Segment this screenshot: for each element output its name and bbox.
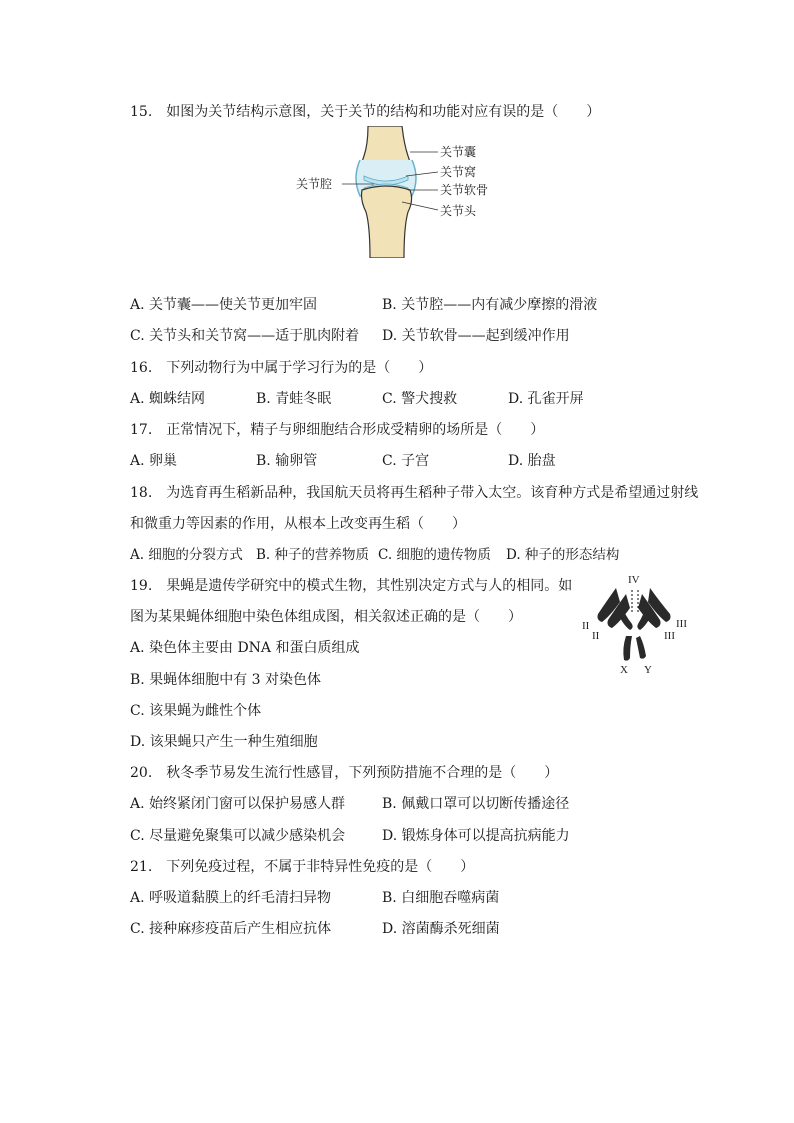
label-chromosome-iv: IV (628, 574, 640, 586)
q15-stem: 15. 如图为关节结构示意图，关于关节的结构和功能对应有误的是（ ） (130, 104, 601, 120)
q18-option-d: D. 种子的形态结构 (506, 547, 620, 563)
q19-option-a: A. 染色体主要由 DNA 和蛋白质组成 (130, 640, 360, 656)
label-chromosome-ii-2: II (592, 630, 600, 642)
q20-option-d: D. 锻炼身体可以提高抗病能力 (382, 828, 570, 844)
q21-stem: 21. 下列免疫过程，不属于非特异性免疫的是（ ） (130, 859, 475, 875)
q15-option-a: A. 关节囊——使关节更加牢固 (130, 297, 318, 313)
q19-stem-line2: 图为某果蝇体细胞中染色体组成图，相关叙述正确的是（ ） (130, 609, 522, 625)
q17-number: 17. (130, 422, 153, 438)
q20-stem: 20. 秋冬季节易发生流行性感冒，下列预防措施不合理的是（ ） (130, 765, 559, 781)
q18-stem-line2: 和微重力等因素的作用，从根本上改变再生稻（ ） (130, 516, 466, 532)
q17-stem: 17. 正常情况下，精子与卵细胞结合形成受精卵的场所是（ ） (130, 422, 545, 438)
label-chromosome-x: X (620, 664, 628, 676)
q21-option-b: B. 白细胞吞噬病菌 (382, 890, 500, 906)
lower-bone (362, 186, 412, 258)
q16-option-c: C. 警犬搜救 (382, 391, 458, 407)
q18-number: 18. (130, 485, 153, 501)
label-chromosome-ii-1: II (582, 620, 590, 632)
q19-option-d: D. 该果蝇只产生一种生殖细胞 (130, 734, 318, 750)
q19-number: 19. (130, 578, 153, 594)
chromosome-x (623, 636, 632, 661)
q17-option-a: A. 卵巢 (130, 453, 178, 469)
label-chromosome-y: Y (644, 664, 652, 676)
label-chromosome-iii-2: III (664, 630, 675, 642)
q20-option-b: B. 佩戴口罩可以切断传播途径 (382, 796, 570, 812)
q21-option-c: C. 接种麻疹疫苗后产生相应抗体 (130, 921, 332, 937)
chromosome-y (636, 636, 646, 659)
q16-option-a: A. 蜘蛛结网 (130, 391, 206, 407)
label-joint-capsule: 关节囊 (440, 145, 477, 159)
q16-stem: 16. 下列动物行为中属于学习行为的是（ ） (130, 360, 433, 376)
label-joint-cartilage: 关节软骨 (440, 183, 489, 197)
q20-option-c: C. 尽量避免聚集可以减少感染机会 (130, 828, 346, 844)
q15-number: 15. (130, 104, 153, 120)
q21-option-a: A. 呼吸道黏膜上的纤毛清扫异物 (130, 890, 332, 906)
q21-number: 21. (130, 859, 153, 875)
q18-option-b: B. 种子的营养物质 (256, 547, 370, 563)
q17-option-b: B. 输卵管 (256, 453, 318, 469)
q15-option-b: B. 关节腔——内有减少摩擦的滑液 (382, 297, 598, 313)
q15-option-d: D. 关节软骨——起到缓冲作用 (382, 328, 570, 344)
q16-number: 16. (130, 360, 153, 376)
q18-option-c: C. 细胞的遗传物质 (378, 547, 491, 563)
q19-option-c: C. 该果蝇为雌性个体 (130, 703, 262, 719)
q19-stem-line1: 19. 果蝇是遗传学研究中的模式生物，其性别决定方式与人的相同。如 (130, 578, 573, 594)
q15-option-c: C. 关节头和关节窝——适于肌肉附着 (130, 328, 360, 344)
q16-option-b: B. 青蛙冬眠 (256, 391, 332, 407)
q19-option-b: B. 果蝇体细胞中有 3 对染色体 (130, 672, 321, 688)
q16-option-d: D. 孔雀开屏 (508, 391, 584, 407)
chromosome-diagram (580, 574, 700, 680)
q17-option-d: D. 胎盘 (508, 453, 556, 469)
q20-option-a: A. 始终紧闭门窗可以保护易感人群 (130, 796, 346, 812)
label-joint-head: 关节头 (440, 204, 477, 218)
q18-stem-line1: 18. 为选育再生稻新品种，我国航天员将再生稻种子带入太空。该育种方式是希望通过射线 (130, 485, 699, 501)
label-joint-socket: 关节窝 (440, 165, 477, 179)
label-joint-cavity: 关节腔 (296, 177, 333, 191)
q17-option-c: C. 子宫 (382, 453, 430, 469)
q21-option-d: D. 溶菌酶杀死细菌 (382, 921, 500, 937)
joint-diagram (290, 126, 510, 258)
label-chromosome-iii-1: III (676, 618, 687, 630)
q20-number: 20. (130, 765, 153, 781)
q18-option-a: A. 细胞的分裂方式 (130, 547, 243, 563)
